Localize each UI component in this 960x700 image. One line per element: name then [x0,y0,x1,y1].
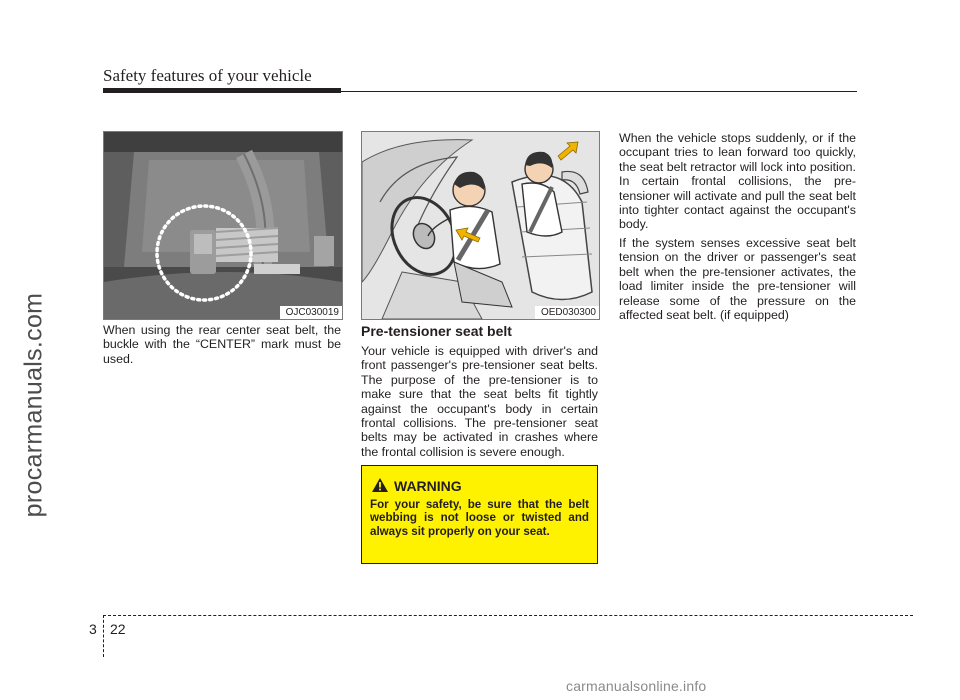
header-rule [103,91,857,92]
section-heading: Pre-tensioner seat belt [361,323,512,339]
warning-text: For your safety, be sure that the belt webbing is not loose or twisted and always sit properly on your seat. [370,498,589,538]
page-number: 22 [110,621,126,637]
rear-center-belt-note: When using the rear center seat belt, the buckle with the “CENTER” mark must be used. [103,323,341,366]
image-code: OJC030019 [280,306,342,319]
rear-center-seat-belt-buckle-photo [104,132,342,319]
pre-tensioner-description: Your vehicle is equipped with driver's and front passenger's pre-tensioner seat belts. The purpose of the pre-tensioner is to make sure that the seat belts fit tightly against the occupant's body in certain frontal collisions. The pre-tensioner seat belts may be activated in crashes where the frontal collision is severe enough. [361,344,598,459]
load-limiter-paragraph: If the system senses excessive seat belt tension on the driver or passenger's seat belt when the pre-tensioner activates, the load limiter inside the pre-tensioner will release some of the pressure on the affected seat belt. (if equipped) [619,236,856,323]
retractor-lock-paragraph: When the vehicle stops suddenly, or if the occupant tries to lean forward too quickly, the seat belt retractor will lock into position. In certain frontal collisions, the pre-tensioner will activate and pull the seat belt into tighter contact against the occupant's body. [619,131,856,232]
side-watermark[interactable]: procarmanuals.com [19,292,48,518]
footer-divider [103,615,104,657]
pre-tensioner-illustration [362,132,599,319]
pre-tensioner-figure [361,131,600,320]
footer-rule [103,615,913,616]
warning-title: WARNING [394,478,462,494]
chapter-number: 3 [89,621,97,637]
image-code: OED030300 [535,306,599,319]
warning-triangle-icon [371,477,389,493]
bottom-watermark[interactable]: carmanualsonline.info [566,678,707,694]
rear-center-belt-photo [103,131,343,320]
warning-box [361,465,598,564]
page-title: Safety features of your vehicle [103,66,312,85]
